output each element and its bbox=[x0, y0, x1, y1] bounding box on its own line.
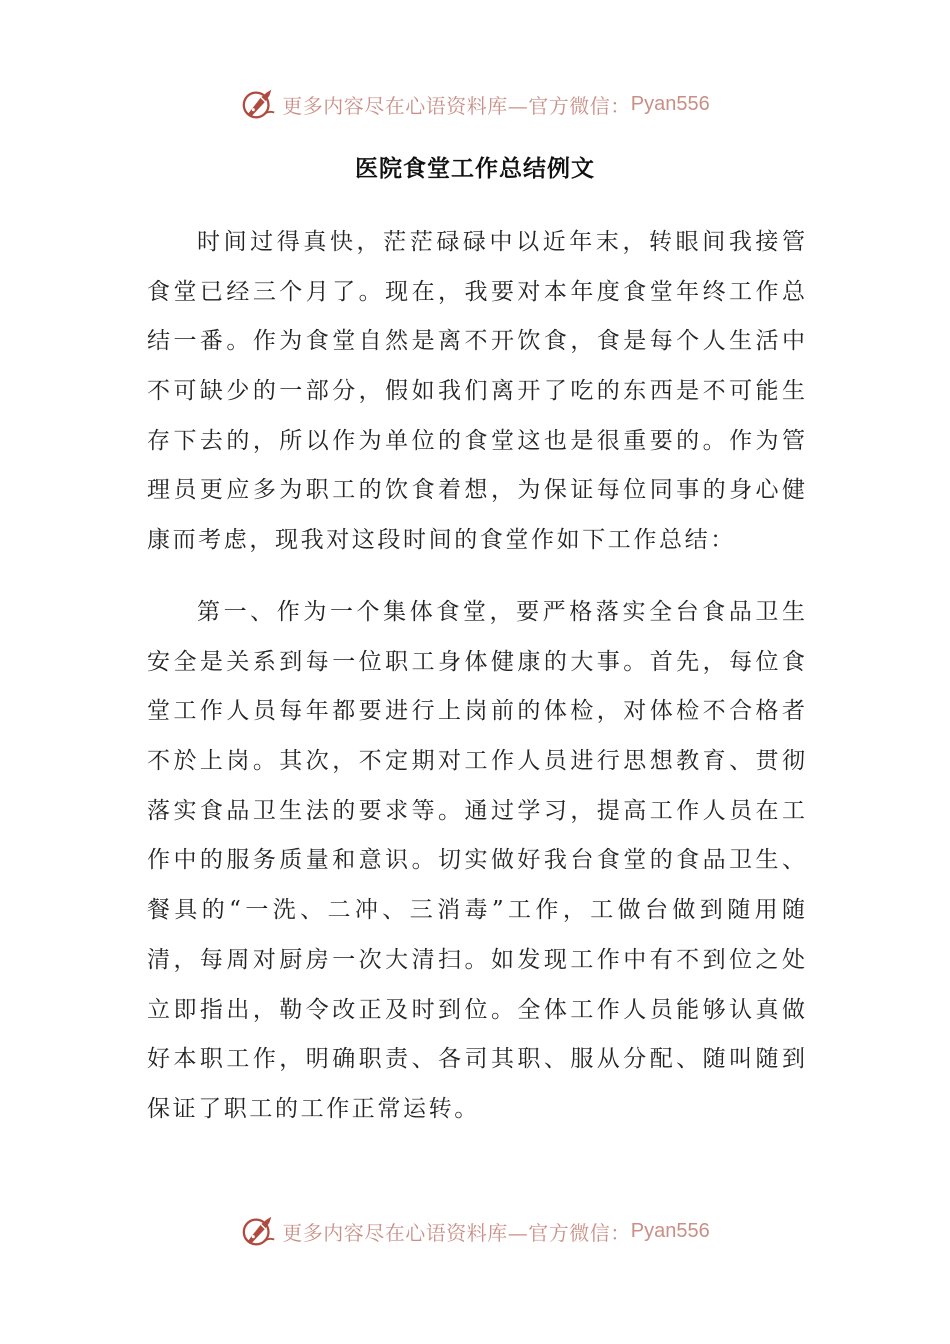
paragraph-line: 存下去的，所以作为单位的食堂这也是很重要的。作为管 bbox=[147, 427, 805, 454]
banner-text: 更多内容尽在心语资料库—官方微信： bbox=[282, 1220, 631, 1245]
footer-banner bbox=[0, 1209, 950, 1253]
paragraph-line: 不於上岗。其次，不定期对工作人员进行思想教育、贯彻 bbox=[147, 748, 805, 775]
paragraph-line: 时间过得真快，茫茫碌碌中以近年末，转眼间我接管 bbox=[197, 229, 805, 255]
paragraph-line: 作中的服务质量和意识。切实做好我台食堂的食品卫生、 bbox=[147, 847, 805, 874]
paragraph-line: 结一番。作为食堂自然是离不开饮食，食是每个人生活中 bbox=[147, 328, 805, 355]
banner-wechat-id: Pyan556 bbox=[630, 1219, 710, 1242]
paragraph-line: 不可缺少的一部分，假如我们离开了吃的东西是不可能生 bbox=[147, 378, 805, 405]
paragraph-line: 好本职工作，明确职责、各司其职、服从分配、随叫随到 bbox=[147, 1046, 805, 1073]
paragraph-1 bbox=[147, 218, 805, 566]
paragraph-2 bbox=[147, 588, 805, 1135]
paragraph-line: 堂工作人员每年都要进行上岗前的体检，对体检不合格者 bbox=[147, 698, 805, 725]
pen-nib-logo-icon bbox=[240, 85, 278, 123]
banner-wechat-id: Pyan556 bbox=[630, 92, 710, 115]
paragraph-line: 立即指出，勒令改正及时到位。全体工作人员能够认真做 bbox=[147, 996, 805, 1023]
paragraph-line: 保证了职工的工作正常运转。 bbox=[147, 1095, 480, 1122]
banner-text: 更多内容尽在心语资料库—官方微信： bbox=[282, 93, 631, 118]
pen-nib-logo-icon bbox=[240, 1212, 278, 1250]
paragraph-line: 餐具的“一洗、二冲、三消毒”工作，工做台做到随用随 bbox=[147, 897, 805, 924]
paragraph-line: 第一、作为一个集体食堂，要严格落实全台食品卫生 bbox=[197, 599, 805, 625]
header-banner bbox=[0, 82, 950, 126]
paragraph-line: 食堂已经三个月了。现在，我要对本年度食堂年终工作总 bbox=[147, 278, 805, 305]
paragraph-line: 康而考虑，现我对这段时间的食堂作如下工作总结： bbox=[147, 527, 736, 554]
paragraph-line: 安全是关系到每一位职工身体健康的大事。首先，每位食 bbox=[147, 648, 805, 675]
document-title: 医院食堂工作总结例文 bbox=[355, 156, 595, 182]
paragraph-line: 清，每周对厨房一次大清扫。如发现工作中有不到位之处 bbox=[147, 946, 805, 973]
paragraph-line: 落实食品卫生法的要求等。通过学习，提高工作人员在工 bbox=[147, 797, 805, 824]
paragraph-line: 理员更应多为职工的饮食着想，为保证每位同事的身心健 bbox=[147, 477, 805, 504]
